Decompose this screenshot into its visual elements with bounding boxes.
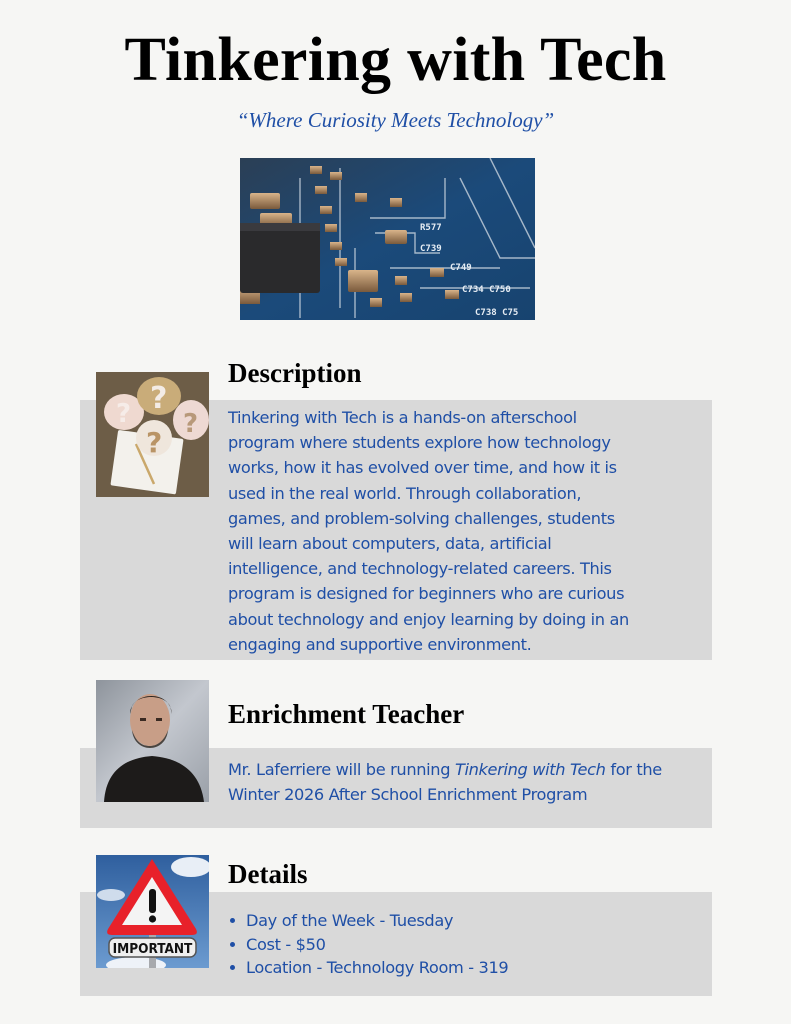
svg-text:?: ? (150, 381, 168, 416)
description-line: program is designed for beginners who are curious (228, 584, 625, 604)
teacher-portrait-photo (96, 680, 209, 802)
detail-location: Location - Technology Room - 319 (228, 956, 508, 980)
detail-day: Day of the Week - Tuesday (228, 909, 508, 933)
teacher-line-2: Winter 2026 After School Enrichment Program (228, 785, 588, 805)
description-line: works, how it has evolved over time, and how it is (228, 458, 617, 478)
description-line: Tinkering with Tech is a hands-on afterschool (228, 408, 577, 427)
details-list (228, 909, 508, 980)
svg-text:?: ? (146, 426, 163, 459)
description-line: program where students explore how technology (228, 433, 611, 453)
svg-text:C739: C739 (420, 244, 442, 254)
teacher-text-after: for the (605, 760, 662, 779)
tagline: “Where Curiosity Meets Technology” (236, 108, 555, 132)
svg-text:C738 C75: C738 C75 (475, 308, 519, 318)
teacher-heading: Enrichment Teacher (228, 699, 465, 729)
svg-text:C734 C750: C734 C750 (462, 285, 511, 295)
program-name: Tinkering with Tech (454, 760, 606, 779)
description-heading: Description (228, 358, 362, 388)
description-line: will learn about computers, data, artificial (228, 534, 552, 554)
circuit-board-image (240, 158, 535, 320)
svg-text:C749: C749 (450, 263, 472, 273)
description-line: intelligence, and technology-related careers. This (228, 559, 612, 579)
description-line: about technology and enjoy learning by doing in an (228, 609, 629, 629)
svg-text:?: ? (183, 409, 199, 439)
description-text (228, 405, 698, 657)
page-title: Tinkering with Tech (124, 26, 667, 94)
question-marks-icon (96, 372, 209, 497)
svg-text:R577: R577 (420, 223, 442, 233)
description-line: used in the real world. Through collaboration, (228, 483, 582, 503)
warning-sign-icon (96, 855, 209, 968)
question-marks-image (96, 372, 209, 497)
svg-text:IMPORTANT: IMPORTANT (112, 941, 193, 957)
details-heading: Details (228, 859, 308, 889)
svg-text:?: ? (116, 399, 132, 429)
teacher-line-1 (228, 757, 703, 782)
circuit-board-icon (240, 158, 535, 320)
teacher-portrait-icon (96, 680, 209, 802)
important-warning-sign-image (96, 855, 209, 968)
description-line: games, and problem-solving challenges, students (228, 508, 615, 528)
detail-cost: Cost - $50 (228, 933, 508, 957)
description-line: engaging and supportive environment. (228, 634, 532, 654)
teacher-text (228, 757, 703, 807)
teacher-text-before: Mr. Laferriere will be running (228, 760, 455, 779)
